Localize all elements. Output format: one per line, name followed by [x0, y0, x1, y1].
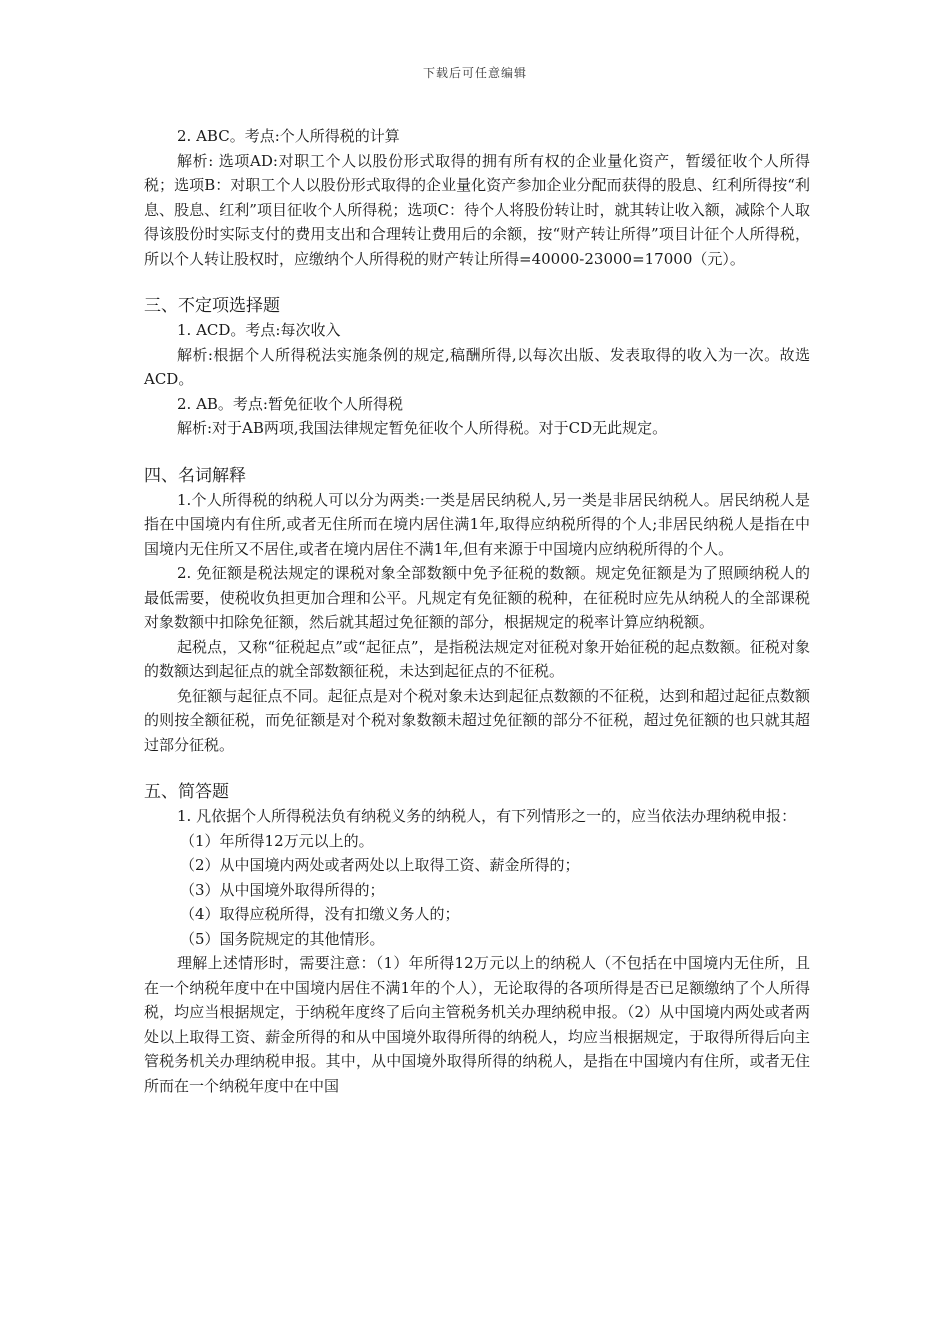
- section-3-heading: 三、不定项选择题: [144, 296, 280, 316]
- sec3-answer-2-title: 2. AB。考点:暂免征收个人所得税: [177, 394, 403, 413]
- list-item: （4）取得应税所得，没有扣缴义务人的；: [180, 905, 460, 923]
- list-item: （2）从中国境内两处或者两处以上取得工资、薪金所得的；: [180, 856, 580, 874]
- section-4-heading: 四、名词解释: [144, 465, 246, 486]
- sec4-paragraph-4: 免征额与起征点不同。起征点是对个税对象未达到起征点数额的不征税，达到和超过起征点数额的则按全额征税，而免征额是对个税对象数额未超过免征额的部分不征税，超过免征额的也只就其超过部分征税。: [144, 686, 810, 754]
- sec3-answer-1-analysis: 解析:根据个人所得税法实施条例的规定,稿酬所得,以每次出版、发表取得的收入为一次。故选ACD。: [144, 345, 810, 388]
- sec4-paragraph-2: 2. 免征额是税法规定的课税对象全部数额中免予征税的数额。规定免征额是为了照顾纳税人的最低需要，使税收负担更加合理和公平。凡规定有免征额的税种，在征税时应先从纳税人的全部课税对象数额中扣除免征额，然后就其超过免征额的部分，根据规定的税率计算应纳税额。: [144, 564, 810, 631]
- sec5-paragraph-2: 理解上述情形时，需要注意：（1）年所得12万元以上的纳税人（不包括在中国境内无住所，且在一个纳税年度中在中国境内居住不满1年的个人），无论取得的各项所得是否已足额缴纳了个人所得税，均应当根据规定，于纳税年度终了后向主管税务机关办理纳税申报。（2）从中国境内两处或者两处以上取得工资、薪金所得的和从中国境外取得所得的纳税人，均应当根据规定，于取得所得后向主管税务机关办理纳税申报。其中，从中国境外取得所得的纳税人，是指在中国境内有住所，或者无住所而在一个纳税年度中在中国: [144, 954, 810, 1095]
- sec4-paragraph-1: 1.个人所得税的纳税人可以分为两类:一类是居民纳税人,另一类是非居民纳税人。居民纳税人是指在中国境内有住所,或者无住所而在境内居住满1年,取得应纳税所得的个人;非居民纳税人是指在中国境内无住所又不居住,或者在境内居住不满1年,但有来源于中国境内应纳税所得的个人。: [144, 490, 810, 558]
- list-item: （1）年所得12万元以上的。: [180, 831, 374, 850]
- answer-2-title: 2. ABC。考点:个人所得税的计算: [177, 127, 400, 145]
- sec5-paragraph-1: 1. 凡依据个人所得税法负有纳税义务的纳税人，有下列情形之一的，应当依法办理纳税申报：: [177, 807, 797, 825]
- list-item: （3）从中国境外取得所得的；: [180, 880, 385, 899]
- answer-2-analysis: 解析: 选项AD:对职工个人以股份形式取得的拥有所有权的企业量化资产，暂缓征收个人所得税；选项B：对职工个人以股份形式取得的企业量化资产参加企业分配而获得的股息、红利所得按“利息、股息、红利”项目征收个人所得税；选项C：待个人将股份转让时，就其转让收入额，减除个人取得该股份时实际支付的费用支出和合理转让费用后的余额，按“财产转让所得”项目计征个人所得税，所以个人转让股权时，应缴纳个人所得税的财产转让所得=40000-23000=17000（元）。: [144, 151, 810, 268]
- sec3-answer-2-analysis: 解析:对于AB两项,我国法律规定暂免征收个人所得税。对于CD无此规定。: [177, 419, 668, 437]
- sec4-paragraph-3: 起税点，又称“征税起点”或“起征点”，是指税法规定对征税对象开始征税的起点数额。征税对象的数额达到起征点的就全部数额征税，未达到起征点的不征税。: [144, 637, 810, 680]
- section-5-heading: 五、简答题: [144, 782, 229, 802]
- list-item: （5）国务院规定的其他情形。: [180, 929, 385, 948]
- sec3-answer-1-title: 1. ACD。考点:每次收入: [177, 321, 341, 339]
- page-header: 下载后可任意编辑: [422, 66, 527, 80]
- document-body: [144, 124, 810, 1098]
